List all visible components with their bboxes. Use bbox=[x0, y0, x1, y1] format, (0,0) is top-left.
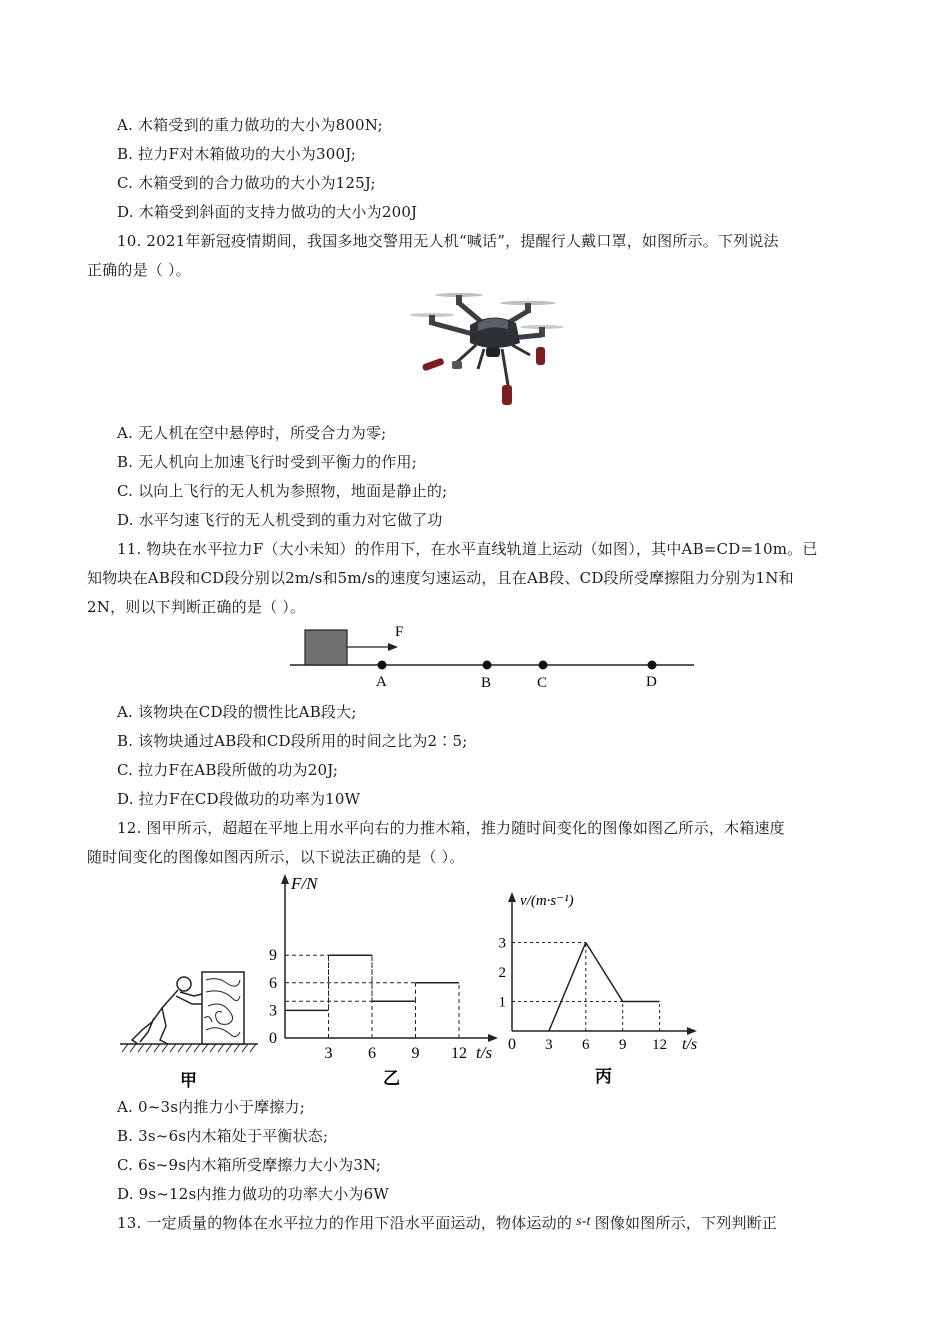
point-b bbox=[483, 661, 492, 670]
point-c bbox=[539, 661, 548, 670]
label-yi: 乙 bbox=[383, 1069, 400, 1088]
q10-option-a: A. 无人机在空中悬停时，所受合力为零; bbox=[117, 424, 387, 442]
q10-stem-line2: 正确的是（ ）。 bbox=[87, 261, 191, 279]
y-axis-arrowhead bbox=[281, 874, 289, 884]
person-pushing-box-icon bbox=[120, 972, 258, 1052]
q11-stem-line1: 11. 物块在水平拉力F（大小未知）的作用下，在水平直线轨道上运动（如图），其中AB=CD=10m。已 bbox=[117, 540, 818, 558]
chart-force-time bbox=[260, 866, 500, 1096]
y-axis-arrowhead bbox=[508, 892, 516, 902]
q11-option-a: A. 该物块在CD段的惯性比AB段大; bbox=[117, 703, 357, 721]
x-tick-label: 6 bbox=[582, 1037, 590, 1053]
figure-jia bbox=[118, 960, 260, 1090]
y-tick-label: 3 bbox=[269, 1002, 277, 1020]
x-tick-label: 9 bbox=[411, 1045, 420, 1062]
q9-option-a: A. 木箱受到的重力做功的大小为800N; bbox=[117, 116, 383, 134]
q12-option-c: C. 6s~9s内木箱所受摩擦力大小为3N; bbox=[117, 1156, 382, 1174]
y-axis-label: F/N bbox=[291, 874, 318, 893]
q9-option-c: C. 木箱受到的合力做功的大小为125J; bbox=[117, 174, 376, 192]
q10-option-d: D. 水平匀速飞行的无人机受到的重力对它做了功 bbox=[117, 511, 443, 529]
y-tick-label: 6 bbox=[269, 974, 277, 992]
q12-stem-line2: 随时间变化的图像如图丙所示，以下说法正确的是（ ）。 bbox=[87, 848, 465, 866]
q12-option-a: A. 0~3s内推力小于摩擦力; bbox=[117, 1098, 305, 1116]
point-a bbox=[378, 661, 387, 670]
q11-stem-line2: 知物块在AB段和CD段分别以2m/s和5m/s的速度匀速运动，且在AB段、CD段所受摩擦阻力分别为1N和 bbox=[87, 569, 794, 587]
x-tick-label: 3 bbox=[545, 1037, 553, 1053]
x-axis-label: t/s bbox=[682, 1036, 698, 1053]
force-label: F bbox=[395, 624, 404, 640]
x-axis-arrowhead bbox=[488, 1034, 498, 1042]
q9-option-b: B. 拉力F对木箱做功的大小为300J; bbox=[117, 145, 357, 163]
x-tick-label: 9 bbox=[618, 1037, 627, 1053]
q12-option-b: B. 3s~6s内木箱处于平衡状态; bbox=[117, 1127, 329, 1145]
label-d: D bbox=[646, 674, 657, 690]
q11-stem-line3: 2N，则以下判断正确的是（ ）。 bbox=[87, 598, 306, 616]
q11-option-b: B. 该物块通过AB段和CD段所用的时间之比为2∶5; bbox=[117, 732, 468, 750]
q12-stem-line1: 12. 图甲所示，超超在平地上用水平向右的力推木箱，推力随时间变化的图像如图乙所示，木箱速度 bbox=[117, 819, 785, 837]
drone-figure bbox=[412, 285, 567, 410]
x-tick-label: 3 bbox=[324, 1045, 333, 1062]
y-axis-label: v/(m·s⁻¹) bbox=[520, 893, 574, 909]
block bbox=[305, 630, 347, 665]
x-axis-label: t/s bbox=[476, 1043, 493, 1062]
track-figure bbox=[288, 620, 698, 692]
y-tick-label: 0 bbox=[269, 1030, 277, 1047]
chart-velocity-time bbox=[500, 886, 710, 1096]
y-tick-label: 1 bbox=[498, 994, 506, 1011]
q10-stem-line1: 10. 2021年新冠疫情期间，我国多地交警用无人机“喊话”，提醒行人戴口罩，如图所示。下列说法 bbox=[117, 232, 779, 250]
q9-option-d: D. 木箱受到斜面的支持力做功的大小为200J bbox=[117, 203, 418, 221]
q13-stem-part1: 13. 一定质量的物体在水平拉力的作用下沿水平面运动，物体运动的 bbox=[117, 1214, 573, 1232]
y-tick-label: 2 bbox=[498, 965, 506, 981]
q11-option-c: C. 拉力F在AB段所做的功为20J; bbox=[117, 761, 339, 779]
q10-option-b: B. 无人机向上加速飞行时受到平衡力的作用; bbox=[117, 453, 418, 471]
q13-st-math: s-t bbox=[576, 1214, 591, 1229]
drone-icon bbox=[410, 293, 564, 405]
q10-option-c: C. 以向上飞行的无人机为参照物，地面是静止的; bbox=[117, 482, 448, 500]
q12-option-d: D. 9s~12s内推力做功的功率大小为6W bbox=[117, 1185, 389, 1203]
y-tick-label: 9 bbox=[269, 947, 277, 965]
x-tick-label: 12 bbox=[451, 1045, 467, 1062]
force-arrowhead bbox=[388, 643, 398, 651]
label-a: A bbox=[376, 674, 387, 690]
origin-label: 0 bbox=[508, 1036, 516, 1053]
q13-stem-line1 bbox=[117, 1212, 777, 1233]
q11-option-d: D. 拉力F在CD段做功的功率为10W bbox=[117, 790, 361, 808]
velocity-segment bbox=[586, 943, 623, 1002]
label-jia: 甲 bbox=[180, 1071, 197, 1090]
y-tick-label: 3 bbox=[498, 935, 506, 952]
label-b: B bbox=[481, 675, 492, 691]
point-d bbox=[648, 661, 657, 670]
x-tick-label: 6 bbox=[368, 1045, 376, 1062]
velocity-segment bbox=[549, 943, 586, 1032]
q13-stem-part2: 图像如图所示，下列判断正 bbox=[594, 1214, 778, 1232]
label-c: C bbox=[537, 675, 548, 691]
x-axis-arrowhead bbox=[687, 1027, 697, 1035]
x-tick-label: 12 bbox=[652, 1037, 668, 1053]
label-bing: 丙 bbox=[595, 1067, 612, 1086]
